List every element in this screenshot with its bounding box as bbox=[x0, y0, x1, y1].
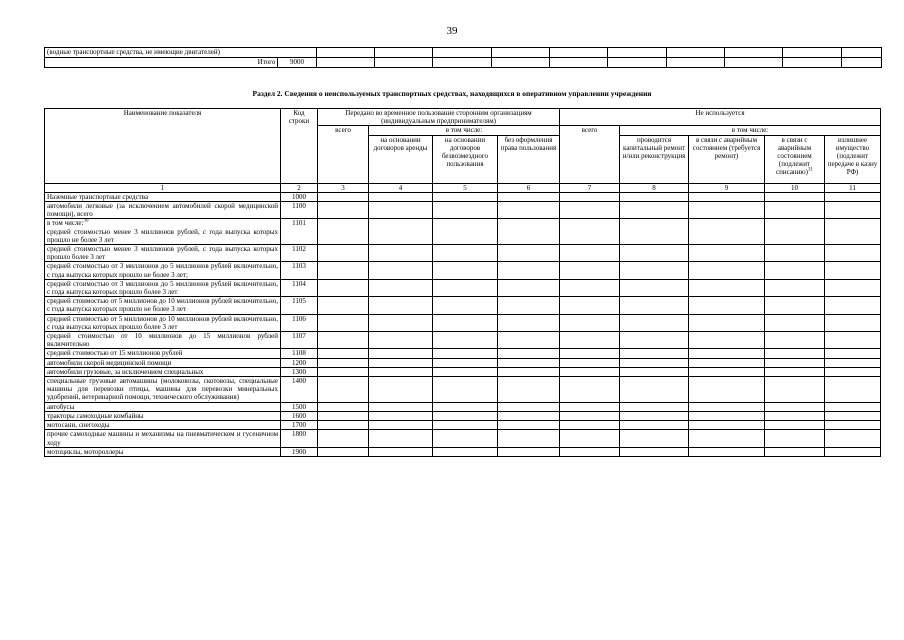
value-cell bbox=[560, 358, 620, 367]
value-cell bbox=[318, 349, 369, 358]
row-code: 1100 bbox=[281, 202, 318, 219]
value-cell bbox=[318, 421, 369, 430]
table-row bbox=[45, 358, 881, 367]
row-name: мотоциклы, мотороллеры bbox=[45, 447, 281, 456]
row-name: средней стоимостью от 5 миллионов до 10 миллионов рублей включительно, с года выпуска которых прошло не более 3 лет bbox=[45, 297, 281, 314]
value-cell bbox=[765, 262, 825, 279]
value-cell bbox=[433, 367, 498, 376]
row-prefix: в том числе:$^{30}$ bbox=[47, 219, 89, 228]
value-cell bbox=[765, 402, 825, 411]
value-cell bbox=[433, 297, 498, 314]
value-cell bbox=[689, 358, 765, 367]
row-name: средней стоимостью от 10 миллионов до 15 миллионов рублей включительно bbox=[45, 332, 281, 349]
row-name: Наземные транспортные средства bbox=[45, 192, 281, 201]
header-emergency-repair: в связи с аварийным состоянием (требуется ремонт) bbox=[689, 135, 765, 183]
data-rows bbox=[45, 192, 881, 456]
value-cell bbox=[498, 219, 560, 245]
header-including-2: в том числе: bbox=[620, 126, 881, 135]
row-code: 1108 bbox=[281, 349, 318, 358]
value-cell bbox=[689, 314, 765, 331]
value-cell bbox=[498, 421, 560, 430]
value-cell bbox=[498, 202, 560, 219]
header-row-1 bbox=[45, 109, 881, 126]
header-name: Наименование показателя bbox=[45, 109, 281, 184]
value-cell bbox=[369, 349, 433, 358]
value-cell bbox=[765, 349, 825, 358]
value-cell bbox=[318, 358, 369, 367]
value-cell bbox=[369, 332, 433, 349]
value-cell bbox=[369, 411, 433, 420]
value-cell bbox=[620, 377, 689, 403]
value-cell bbox=[560, 245, 620, 262]
row-code: 1200 bbox=[281, 358, 318, 367]
row-name: автомобили легковые (за исключением автомобилей скорой медицинской помощи), всего bbox=[45, 202, 281, 219]
header-total: всего bbox=[318, 126, 369, 183]
value-cell bbox=[620, 411, 689, 420]
value-cell bbox=[369, 421, 433, 430]
value-cell bbox=[318, 202, 369, 219]
value-cell bbox=[433, 314, 498, 331]
value-cell bbox=[689, 202, 765, 219]
value-cell bbox=[369, 314, 433, 331]
value-cell bbox=[369, 377, 433, 403]
value-cell bbox=[689, 430, 765, 447]
header-surplus: излишнее имущество (подлежит передаче в казну РФ) bbox=[825, 135, 881, 183]
table-row bbox=[45, 430, 881, 447]
column-number-6: 6 bbox=[498, 183, 560, 192]
value-cell bbox=[689, 367, 765, 376]
column-number-9: 9 bbox=[689, 183, 765, 192]
row-name: специальные грузовые автомашины (молоковозы, скотовозы, специальные машины для перевозки птицы, машины для перевозки минеральных удобрений, ветеринарной помощи, технического обслуживания) bbox=[45, 377, 281, 403]
row-code: 1800 bbox=[281, 430, 318, 447]
value-cell bbox=[765, 367, 825, 376]
value-cell bbox=[369, 262, 433, 279]
value-cell bbox=[765, 245, 825, 262]
value-cell bbox=[560, 377, 620, 403]
value-cell bbox=[498, 262, 560, 279]
row-code: 1300 bbox=[281, 367, 318, 376]
table-row bbox=[45, 402, 881, 411]
value-cell bbox=[560, 447, 620, 456]
value-cell bbox=[369, 279, 433, 296]
value-cell bbox=[560, 421, 620, 430]
value-cell bbox=[689, 219, 765, 245]
top-table bbox=[44, 47, 882, 68]
value-cell bbox=[825, 297, 881, 314]
column-number-8: 8 bbox=[620, 183, 689, 192]
value-cell bbox=[318, 377, 369, 403]
value-cell bbox=[433, 262, 498, 279]
value-cell bbox=[765, 279, 825, 296]
value-cell bbox=[369, 297, 433, 314]
table-row bbox=[45, 58, 882, 68]
value-cell bbox=[560, 349, 620, 358]
value-cell bbox=[825, 358, 881, 367]
value-cell bbox=[560, 279, 620, 296]
value-cell bbox=[369, 367, 433, 376]
value-cell bbox=[318, 367, 369, 376]
table-row bbox=[45, 367, 881, 376]
value-cell bbox=[498, 192, 560, 201]
value-cell bbox=[620, 314, 689, 331]
value-cell bbox=[620, 262, 689, 279]
value-cell bbox=[433, 421, 498, 430]
row-code: 1103 bbox=[281, 262, 318, 279]
value-cell bbox=[433, 447, 498, 456]
value-cell bbox=[560, 411, 620, 420]
value-cell bbox=[825, 279, 881, 296]
value-cell bbox=[689, 332, 765, 349]
row-name: средней стоимостью от 3 миллионов до 5 миллионов рублей включительно, с года выпуска которых прошло более 3 лет bbox=[45, 279, 281, 296]
value-cell bbox=[689, 297, 765, 314]
value-cell bbox=[765, 377, 825, 403]
value-cell bbox=[498, 314, 560, 331]
value-cell bbox=[498, 430, 560, 447]
column-number-10: 10 bbox=[765, 183, 825, 192]
value-cell bbox=[560, 262, 620, 279]
value-cell bbox=[825, 349, 881, 358]
value-cell bbox=[689, 279, 765, 296]
value-cell bbox=[620, 402, 689, 411]
row-name: прочие самоходные машины и механизмы на пневматическом и гусеничном ходу bbox=[45, 430, 281, 447]
value-cell bbox=[620, 358, 689, 367]
value-cell bbox=[620, 219, 689, 245]
value-cell bbox=[560, 430, 620, 447]
value-cell bbox=[765, 332, 825, 349]
value-cell bbox=[765, 219, 825, 245]
value-cell bbox=[620, 349, 689, 358]
value-cell bbox=[765, 314, 825, 331]
value-cell bbox=[318, 402, 369, 411]
value-cell bbox=[620, 202, 689, 219]
value-cell bbox=[433, 411, 498, 420]
value-cell bbox=[689, 402, 765, 411]
value-cell bbox=[825, 245, 881, 262]
row-code: 1700 bbox=[281, 421, 318, 430]
value-cell bbox=[498, 367, 560, 376]
value-cell bbox=[765, 192, 825, 201]
table-row bbox=[45, 297, 881, 314]
value-cell bbox=[620, 447, 689, 456]
value-cell bbox=[620, 332, 689, 349]
value-cell bbox=[765, 297, 825, 314]
header-repair: проводится капитальный ремонт и/или реконструкция bbox=[620, 135, 689, 183]
value-cell bbox=[498, 332, 560, 349]
column-number-7: 7 bbox=[560, 183, 620, 192]
row-name: в том числе:$^{30}$ средней стоимостью менее 3 миллионов рублей, с года выпуска которых прошло не более 3 лет bbox=[45, 219, 281, 245]
header-not-used: Не используется bbox=[560, 109, 881, 126]
table-row bbox=[45, 332, 881, 349]
value-cell bbox=[318, 219, 369, 245]
value-cell bbox=[318, 262, 369, 279]
value-cell bbox=[560, 202, 620, 219]
header-free-use: на основании договоров безвозмездного пользования bbox=[433, 135, 498, 183]
row-code: 1105 bbox=[281, 297, 318, 314]
table-row bbox=[45, 202, 881, 219]
row-name: автомобили скорой медицинской помощи bbox=[45, 358, 281, 367]
value-cell bbox=[620, 297, 689, 314]
value-cell bbox=[433, 279, 498, 296]
value-cell bbox=[498, 411, 560, 420]
value-cell bbox=[433, 358, 498, 367]
section-title: Раздел 2. Сведения о неиспользуемых транспортных средствах, находящихся в оперативном управлении учреждения bbox=[252, 89, 652, 98]
value-cell bbox=[620, 430, 689, 447]
value-cell bbox=[318, 279, 369, 296]
value-cell bbox=[825, 447, 881, 456]
value-cell bbox=[560, 314, 620, 331]
value-cell bbox=[765, 202, 825, 219]
value-cell bbox=[369, 402, 433, 411]
row-name: средней стоимостью от 5 миллионов до 10 миллионов рублей включительно, с года выпуска которых прошло более 3 лет bbox=[45, 314, 281, 331]
value-cell bbox=[433, 245, 498, 262]
value-cell bbox=[498, 358, 560, 367]
table-row bbox=[45, 421, 881, 430]
row-code: 1107 bbox=[281, 332, 318, 349]
table-row bbox=[45, 314, 881, 331]
value-cell bbox=[318, 447, 369, 456]
top-row-label: (водные транспортные средства, не имеющие двигателей) bbox=[45, 48, 317, 58]
value-cell bbox=[765, 447, 825, 456]
header-total-2: всего bbox=[560, 126, 620, 183]
column-number-11: 11 bbox=[825, 183, 881, 192]
value-cell bbox=[689, 349, 765, 358]
header-code: Код строки bbox=[281, 109, 318, 184]
value-cell bbox=[433, 192, 498, 201]
row-code: 1400 bbox=[281, 377, 318, 403]
header-lease: на основании договоров аренды bbox=[369, 135, 433, 183]
row-name: автомобили грузовые, за исключением специальных bbox=[45, 367, 281, 376]
value-cell bbox=[620, 192, 689, 201]
value-cell bbox=[689, 245, 765, 262]
main-table bbox=[44, 108, 881, 457]
table-row bbox=[45, 447, 881, 456]
column-number-5: 5 bbox=[433, 183, 498, 192]
value-cell bbox=[689, 377, 765, 403]
row-code: 1102 bbox=[281, 245, 318, 262]
footnote-31: 31 bbox=[807, 168, 813, 174]
value-cell bbox=[689, 447, 765, 456]
footnote-30: 30 bbox=[83, 219, 89, 225]
column-number-2: 2 bbox=[281, 183, 318, 192]
table-row bbox=[45, 192, 881, 201]
row-code: 1101 bbox=[281, 219, 318, 245]
value-cell bbox=[825, 377, 881, 403]
value-cell bbox=[369, 202, 433, 219]
table-row bbox=[45, 349, 881, 358]
table-row bbox=[45, 279, 881, 296]
value-cell bbox=[560, 192, 620, 201]
value-cell bbox=[560, 332, 620, 349]
value-cell bbox=[369, 192, 433, 201]
value-cell bbox=[689, 262, 765, 279]
value-cell bbox=[620, 367, 689, 376]
value-cell bbox=[825, 192, 881, 201]
value-cell bbox=[318, 245, 369, 262]
header-transferred: Передано во временное пользование сторонним организациям (индивидуальным предпринимателям) bbox=[318, 109, 560, 126]
value-cell bbox=[765, 421, 825, 430]
value-cell bbox=[369, 219, 433, 245]
row-code: 1104 bbox=[281, 279, 318, 296]
value-cell bbox=[689, 192, 765, 201]
value-cell bbox=[498, 297, 560, 314]
value-cell bbox=[825, 430, 881, 447]
value-cell bbox=[825, 219, 881, 245]
total-label: Итого bbox=[45, 58, 278, 68]
header-emergency-writeoff: в связи с аварийным состоянием (подлежит списанию)$^{31}$ bbox=[765, 135, 825, 183]
value-cell bbox=[825, 367, 881, 376]
value-cell bbox=[825, 402, 881, 411]
value-cell bbox=[433, 349, 498, 358]
value-cell bbox=[560, 219, 620, 245]
row-name: мотосани, снегоходы bbox=[45, 421, 281, 430]
value-cell bbox=[498, 349, 560, 358]
row-code: 1000 bbox=[281, 192, 318, 201]
table-row bbox=[45, 377, 881, 403]
row-code: 1106 bbox=[281, 314, 318, 331]
table-row bbox=[45, 411, 881, 420]
row-name: средней стоимостью от 3 миллионов до 5 миллионов рублей включительно, с года выпуска которых прошло не более 3 лет; bbox=[45, 262, 281, 279]
value-cell bbox=[369, 358, 433, 367]
value-cell bbox=[560, 402, 620, 411]
value-cell bbox=[620, 279, 689, 296]
value-cell bbox=[433, 402, 498, 411]
value-cell bbox=[433, 430, 498, 447]
column-numbers-row bbox=[45, 183, 881, 192]
value-cell bbox=[369, 245, 433, 262]
value-cell bbox=[765, 358, 825, 367]
value-cell bbox=[825, 262, 881, 279]
value-cell bbox=[689, 421, 765, 430]
value-cell bbox=[318, 297, 369, 314]
value-cell bbox=[765, 430, 825, 447]
value-cell bbox=[689, 411, 765, 420]
row-name: средней стоимостью от 15 миллионов рублей bbox=[45, 349, 281, 358]
value-cell bbox=[560, 367, 620, 376]
value-cell bbox=[498, 377, 560, 403]
column-number-3: 3 bbox=[318, 183, 369, 192]
page-number: 39 bbox=[446, 25, 458, 37]
value-cell bbox=[825, 411, 881, 420]
value-cell bbox=[369, 430, 433, 447]
value-cell bbox=[620, 421, 689, 430]
value-cell bbox=[369, 447, 433, 456]
row-code: 1500 bbox=[281, 402, 318, 411]
value-cell bbox=[318, 332, 369, 349]
header-including: в том числе: bbox=[369, 126, 560, 135]
value-cell bbox=[560, 297, 620, 314]
row-code: 1900 bbox=[281, 447, 318, 456]
value-cell bbox=[433, 202, 498, 219]
value-cell bbox=[318, 430, 369, 447]
value-cell bbox=[825, 332, 881, 349]
value-cell bbox=[433, 377, 498, 403]
header-no-rights: без оформления права пользования bbox=[498, 135, 560, 183]
value-cell bbox=[620, 245, 689, 262]
row-name: автобусы bbox=[45, 402, 281, 411]
row-name: средней стоимостью менее 3 миллионов рублей, с года выпуска которых прошло более 3 лет bbox=[45, 245, 281, 262]
value-cell bbox=[433, 332, 498, 349]
value-cell bbox=[318, 192, 369, 201]
value-cell bbox=[498, 447, 560, 456]
column-number-1: 1 bbox=[45, 183, 281, 192]
table-row bbox=[45, 219, 881, 245]
row-name: тракторы самоходные комбайны bbox=[45, 411, 281, 420]
value-cell bbox=[318, 411, 369, 420]
value-cell bbox=[498, 245, 560, 262]
table-row bbox=[45, 48, 882, 58]
value-cell bbox=[498, 402, 560, 411]
table-row bbox=[45, 245, 881, 262]
row-code: 1600 bbox=[281, 411, 318, 420]
value-cell bbox=[825, 314, 881, 331]
total-code: 9000 bbox=[278, 58, 316, 68]
value-cell bbox=[433, 219, 498, 245]
column-number-4: 4 bbox=[369, 183, 433, 192]
value-cell bbox=[318, 314, 369, 331]
value-cell bbox=[825, 202, 881, 219]
value-cell bbox=[498, 279, 560, 296]
table-row bbox=[45, 262, 881, 279]
value-cell bbox=[825, 421, 881, 430]
value-cell bbox=[765, 411, 825, 420]
